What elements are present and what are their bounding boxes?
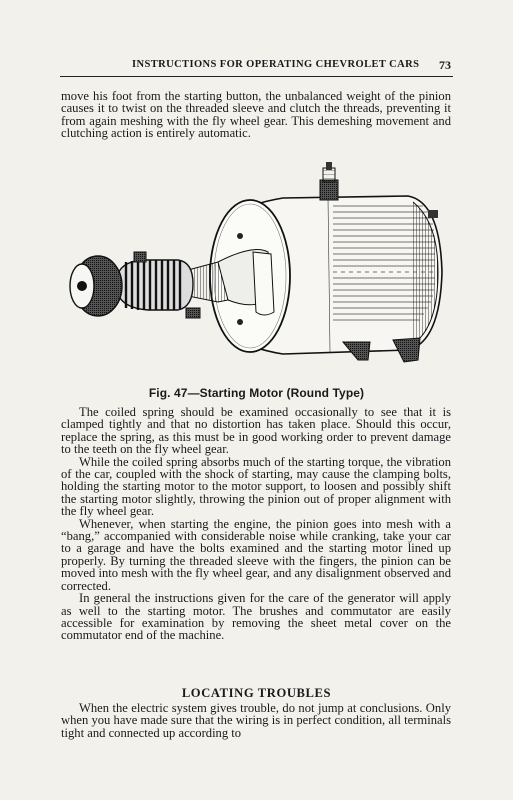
paragraph-generator-care: In general the instructions given for the care of the generator will apply as well to the starting motor. The brushes and commutator are easily accessible for examination by removing the sheet metal cover on the commutator end of the machine. bbox=[61, 591, 451, 643]
intro-text bbox=[61, 90, 451, 140]
paragraph-coiled-spring: The coiled spring should be examined occasionally to see that it is clamped tightly and that no distortion has taken place. Should this occur, replace the spring, as this must be in good working order to prevent damage to the teeth on the fly wheel gear. bbox=[61, 405, 451, 457]
starting-motor-illustration bbox=[68, 162, 448, 378]
section-heading: LOCATING TROUBLES bbox=[181, 686, 332, 700]
top-tab bbox=[428, 210, 438, 218]
paragraph-pinion-bang: Whenever, when starting the engine, the pinion goes into mesh with a “bang,” accompanied with considerable noise while cranking, take your car to a garage and have the bolts examined and the starting motor lined up properly. By turning the threaded sleeve with the fingers, the pinion can be moved into mesh with the fly wheel gear, and any disalignment observed and corrected. bbox=[61, 516, 451, 593]
paragraph-starting-torque: While the coiled spring absorbs much of the starting torque, the vibration of the car, coupled with the shock of starting, may cause the clamping bolts, holding the starting motor to the motor support, to loosen and possibly shift the starting motor slightly, throwing the pinion out of proper alignment with the fly wheel gear. bbox=[61, 454, 451, 519]
figure-caption bbox=[0, 386, 513, 400]
running-header bbox=[60, 59, 453, 75]
figure-caption-text: Fig. 47—Starting Motor (Round Type) bbox=[148, 386, 365, 400]
intro-paragraph: move his foot from the starting button, the unbalanced weight of the pinion causes it to twist on the threaded sleeve and clutch the threads, preventing it from again meshing with the fly wheel gear. This demeshing movement and clutching action is entirely automatic. bbox=[61, 89, 451, 141]
running-title: INSTRUCTIONS FOR OPERATING CHEVROLET CARS bbox=[132, 59, 420, 70]
pinion-gear bbox=[70, 256, 122, 316]
body-text bbox=[61, 406, 451, 642]
terminal-post bbox=[320, 162, 338, 200]
header-rule bbox=[60, 76, 453, 77]
section-paragraph: When the electric system gives trouble, do not jump at conclusions. Only when you have made sure that the wiring is in perfect condition, all terminals tight and connected up according to bbox=[61, 701, 451, 740]
page-number: 73 bbox=[439, 58, 451, 72]
coiled-spring bbox=[118, 260, 193, 310]
section-text bbox=[61, 702, 451, 739]
